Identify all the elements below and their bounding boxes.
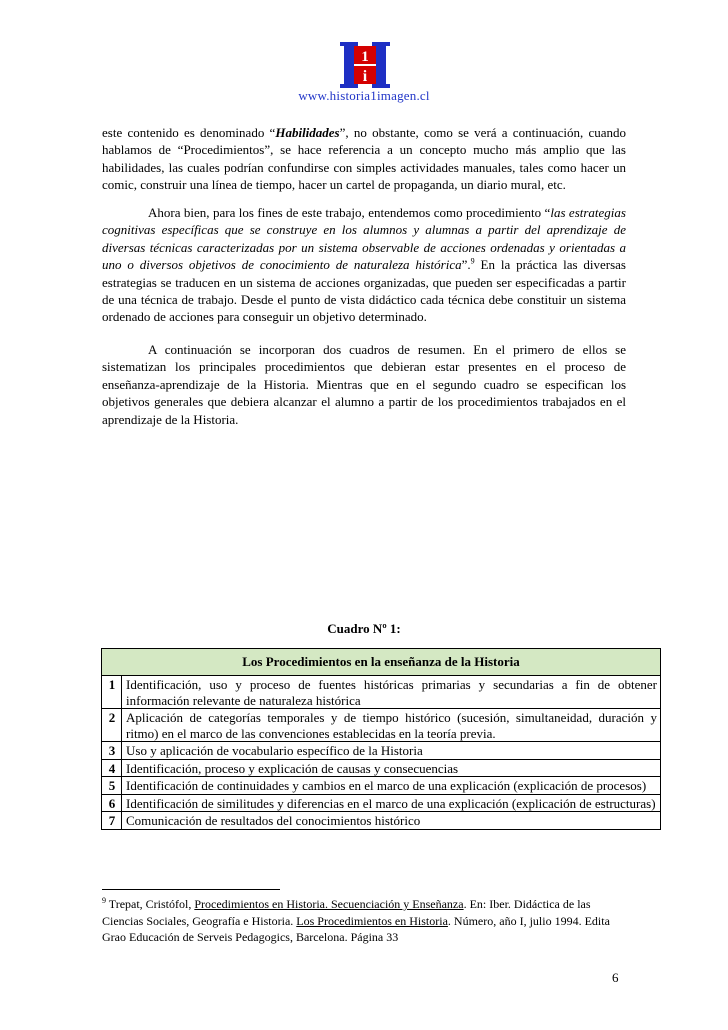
row-text: Aplicación de categorías temporales y de tiempo histórico (sucesión, simultaneidad, duración y ritmo) en el marco de las convenciones establecidas en la teoría previa. (122, 709, 661, 742)
footnote (102, 896, 632, 946)
table-row (102, 759, 661, 777)
table-row (102, 742, 661, 760)
table-row (102, 794, 661, 812)
p1-emphasis: Habilidades (275, 125, 340, 140)
procedures-table (101, 648, 661, 830)
row-text: Identificación, proceso y explicación de causas y consecuencias (122, 759, 661, 777)
row-number: 7 (102, 812, 122, 830)
row-number: 2 (102, 709, 122, 742)
row-number: 5 (102, 777, 122, 795)
logo-digit: 1 (361, 49, 369, 65)
footnote-divider (102, 889, 280, 890)
table-row (102, 709, 661, 742)
cuadro-title: Cuadro Nº 1: (327, 621, 401, 636)
footnote-title-2: Los Procedimientos en Historia (296, 913, 448, 928)
page-number: 6 (612, 970, 619, 985)
p2-text-b: ”. (461, 257, 471, 273)
row-number: 3 (102, 742, 122, 760)
row-text: Identificación de similitudes y diferencias en el marco de una explicación (explicación de estructuras) (122, 794, 661, 812)
row-number: 6 (102, 794, 122, 812)
row-number: 1 (102, 676, 122, 709)
paragraph-2 (102, 204, 626, 326)
p2-text-c: En la práctica las diversas estrategias se traducen en un sistema de acciones organizadas, que pueden ser especificadas a partir de una técnica de trabajo. Desde el punto de vista didáctico cada técnica debe constituir un sistema ordenado de acciones para conseguir un objetivo determinado. (102, 257, 626, 325)
table-header-row (102, 649, 661, 676)
paragraph-1 (102, 124, 626, 194)
p2-text-a: Ahora bien, para los fines de este trabajo, entendemos como procedimiento “ (148, 205, 551, 220)
p1-text-a: este contenido es denominado “ (102, 125, 276, 140)
logo-small-letter: i (362, 68, 368, 85)
row-number: 4 (102, 759, 122, 777)
row-text: Identificación de continuidades y cambios en el marco de una explicación (explicación de procesos) (122, 777, 661, 795)
table-row (102, 777, 661, 795)
p2-quote: las estrategias cognitivas específicas que se construye en los alumnos y alumnas a partir del aprendizaje de diversas técnicas caracterizadas por un sistema observable de acciones ordenadas y orientadas a uno o diversos objetivos de conocimiento de naturaleza histórica (102, 205, 626, 273)
footnote-mid: . En: Iber. Didáctica de las Ciencias Sociales, Geografía e Historia. (102, 897, 591, 928)
row-text: Comunicación de resultados del conocimientos histórico (122, 812, 661, 830)
footnote-author: Trepat, Cristófol, (106, 897, 195, 911)
row-text: Uso y aplicación de vocabulario específico de la Historia (122, 742, 661, 760)
paragraph-3: A continuación se incorporan dos cuadros de resumen. En el primero de ellos se sistematizan los principales procedimientos que debieran estar presentes en el proceso de enseñanza-aprendizaje de la Historia. Mientras que en el segundo cuadro se especifican los objetivos generales que debiera alcanzar el alumno a partir de los procedimientos trabajados en el aprendizaje de la Historia. (102, 342, 626, 427)
footnote-number: 9 (102, 896, 106, 905)
footnote-title-1: Procedimientos en Historia. Secuenciación y Enseñanza (194, 897, 464, 911)
table-row (102, 676, 661, 709)
p1-text-b: ”, no obstante, como se verá a continuación, cuando hablamos de “Procedimientos”, se hace referencia a un concepto mucho más amplio que las habilidades, las cuales podrían confundirse con simples actividades manuales, tales como hacer un comic, construir una línea de tiempo, hacer un cartel de propaganda, un diario mural, etc. (102, 125, 626, 193)
table-row (102, 812, 661, 830)
table-header: Los Procedimientos en la enseñanza de la Historia (102, 649, 661, 676)
historia1imagen-logo (340, 40, 390, 92)
footnote-end: . Número, año I, julio 1994. Edita Grao Educación de Serveis Pedagogics, Barcelona. Página 33 (102, 913, 610, 944)
logo-letter: H (340, 40, 341, 41)
footnote-ref[interactable]: 9 (470, 256, 475, 266)
site-url[interactable]: www.historia1imagen.cl (298, 88, 430, 103)
row-text: Identificación, uso y proceso de fuentes históricas primarias y secundarias a fin de obtener información relevante de naturaleza histórica (122, 676, 661, 709)
